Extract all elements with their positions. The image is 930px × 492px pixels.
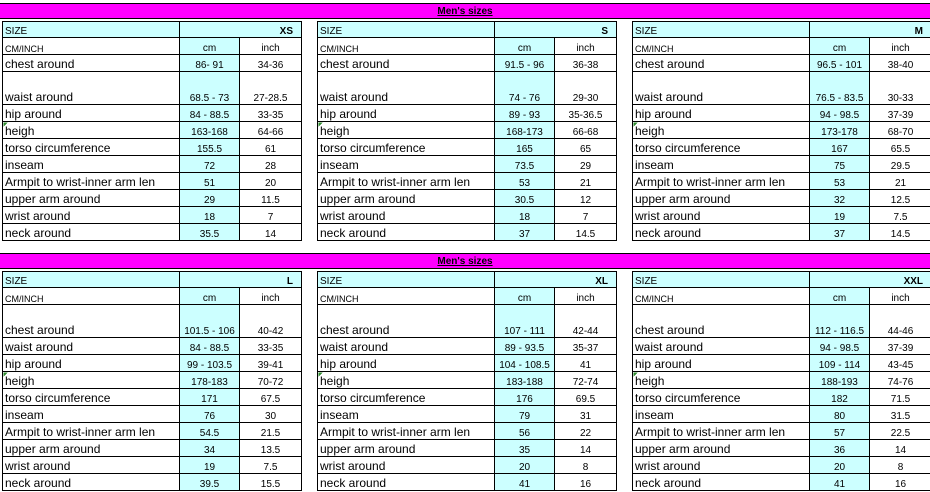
- inch-value: 68-70: [870, 122, 930, 139]
- table-row: [633, 72, 930, 105]
- measurement-label: torso circumference: [633, 389, 810, 406]
- inch-value: 12.5: [870, 190, 930, 207]
- cm-value: 182: [810, 389, 870, 406]
- table-row: [3, 338, 302, 355]
- size-table: [632, 21, 930, 241]
- table-row: [318, 139, 617, 156]
- table-row: [3, 207, 302, 224]
- cm-value: 84 - 88.5: [180, 338, 240, 355]
- inch-value: 35-37: [555, 338, 617, 355]
- cm-column-header: cm: [180, 288, 240, 305]
- measurement-label: waist around: [633, 338, 810, 355]
- header-row: [318, 272, 617, 288]
- table-row: [3, 173, 302, 190]
- cm-value: 165: [495, 139, 555, 156]
- size-header-label: SIZE: [3, 272, 180, 288]
- table-row: [318, 389, 617, 406]
- measurement-label: hip around: [3, 355, 180, 372]
- inch-column-header: inch: [240, 38, 302, 55]
- cm-value: 104 - 108.5: [495, 355, 555, 372]
- measurement-label: chest around: [318, 55, 495, 72]
- cm-value: 20: [810, 457, 870, 474]
- size-header-label: SIZE: [318, 22, 495, 38]
- table-row: [318, 156, 617, 173]
- unit-row: [3, 288, 302, 305]
- cm-value: 178-183: [180, 372, 240, 389]
- cm-value: 75: [810, 156, 870, 173]
- table-row: [318, 173, 617, 190]
- inch-value: 74-76: [870, 372, 930, 389]
- inch-value: 16: [555, 474, 617, 491]
- measurement-label: Armpit to wrist-inner arm len: [633, 423, 810, 440]
- measurement-label: inseam: [318, 406, 495, 423]
- size-header-label: SIZE: [633, 22, 810, 38]
- inch-value: 65.5: [870, 139, 930, 156]
- measurement-label: Armpit to wrist-inner arm len: [633, 173, 810, 190]
- table-row: [633, 406, 930, 423]
- inch-value: 66-68: [555, 122, 617, 139]
- header-row: [318, 22, 617, 38]
- table-row: [3, 139, 302, 156]
- cm-value: 94 - 98.5: [810, 105, 870, 122]
- measurement-label: inseam: [318, 156, 495, 173]
- table-row: [3, 355, 302, 372]
- inch-value: 30: [240, 406, 302, 423]
- inch-value: 35-36.5: [555, 105, 617, 122]
- measurement-label: neck around: [633, 224, 810, 241]
- header-row: [633, 22, 930, 38]
- measurement-label: heigh: [633, 122, 810, 139]
- measurement-label: wrist around: [318, 457, 495, 474]
- cm-value: 72: [180, 156, 240, 173]
- measurement-label: Armpit to wrist-inner arm len: [3, 173, 180, 190]
- measurement-label: waist around: [318, 72, 495, 105]
- size-name: XS: [180, 22, 302, 38]
- inch-value: 7.5: [870, 207, 930, 224]
- inch-value: 40-42: [240, 305, 302, 338]
- size-tables-row: [0, 19, 930, 240]
- table-row: [633, 122, 930, 139]
- measurement-label: inseam: [3, 156, 180, 173]
- measurement-label: hip around: [318, 105, 495, 122]
- inch-value: 41: [555, 355, 617, 372]
- cm-value: 79: [495, 406, 555, 423]
- measurement-label: upper arm around: [633, 440, 810, 457]
- cm-value: 53: [810, 173, 870, 190]
- inch-value: 37-39: [870, 105, 930, 122]
- inch-column-header: inch: [555, 288, 617, 305]
- section-title-banner: Men's sizes: [0, 253, 930, 269]
- table-row: [633, 305, 930, 338]
- measurement-label: neck around: [318, 474, 495, 491]
- cm-value: 35.5: [180, 224, 240, 241]
- table-row: [3, 457, 302, 474]
- table-row: [633, 389, 930, 406]
- inch-value: 7: [240, 207, 302, 224]
- header-row: [3, 22, 302, 38]
- measurement-label: waist around: [3, 72, 180, 105]
- inch-value: 29: [555, 156, 617, 173]
- cm-value: 39.5: [180, 474, 240, 491]
- table-row: [633, 457, 930, 474]
- inch-value: 61: [240, 139, 302, 156]
- cm-column-header: cm: [810, 38, 870, 55]
- table-row: [633, 474, 930, 491]
- cm-value: 168-173: [495, 122, 555, 139]
- measurement-label: Armpit to wrist-inner arm len: [3, 423, 180, 440]
- measurement-label: hip around: [318, 355, 495, 372]
- table-row: [633, 207, 930, 224]
- table-row: [633, 156, 930, 173]
- inch-value: 21.5: [240, 423, 302, 440]
- cm-value: 96.5 - 101: [810, 55, 870, 72]
- table-row: [318, 190, 617, 207]
- cm-value: 35: [495, 440, 555, 457]
- measurement-label: neck around: [633, 474, 810, 491]
- inch-value: 8: [555, 457, 617, 474]
- size-name: XL: [495, 272, 617, 288]
- inch-value: 30-33: [870, 72, 930, 105]
- inch-value: 7.5: [240, 457, 302, 474]
- cm-value: 36: [810, 440, 870, 457]
- cm-value: 51: [180, 173, 240, 190]
- inch-value: 11.5: [240, 190, 302, 207]
- table-row: [318, 207, 617, 224]
- measurement-label: upper arm around: [318, 440, 495, 457]
- inch-value: 14: [240, 224, 302, 241]
- inch-value: 64-66: [240, 122, 302, 139]
- table-row: [318, 224, 617, 241]
- measurement-label: chest around: [633, 55, 810, 72]
- inch-value: 36-38: [555, 55, 617, 72]
- unit-label: CM/INCH: [318, 38, 495, 55]
- unit-label: CM/INCH: [633, 38, 810, 55]
- table-row: [633, 355, 930, 372]
- inch-value: 21: [870, 173, 930, 190]
- cm-value: 54.5: [180, 423, 240, 440]
- inch-value: 31.5: [870, 406, 930, 423]
- table-row: [3, 372, 302, 389]
- cm-column-header: cm: [495, 38, 555, 55]
- size-header-label: SIZE: [633, 272, 810, 288]
- inch-value: 42-44: [555, 305, 617, 338]
- inch-value: 14.5: [870, 224, 930, 241]
- inch-value: 38-40: [870, 55, 930, 72]
- inch-value: 22.5: [870, 423, 930, 440]
- measurement-label: waist around: [633, 72, 810, 105]
- unit-row: [633, 288, 930, 305]
- cm-column-header: cm: [495, 288, 555, 305]
- inch-value: 43-45: [870, 355, 930, 372]
- cm-value: 30.5: [495, 190, 555, 207]
- table-row: [3, 406, 302, 423]
- table-row: [633, 338, 930, 355]
- table-row: [3, 72, 302, 105]
- inch-value: 14: [870, 440, 930, 457]
- table-row: [633, 440, 930, 457]
- cm-value: 18: [180, 207, 240, 224]
- table-row: [633, 372, 930, 389]
- cm-value: 37: [810, 224, 870, 241]
- size-table: [2, 271, 302, 491]
- table-row: [3, 55, 302, 72]
- cm-value: 91.5 - 96: [495, 55, 555, 72]
- cm-value: 37: [495, 224, 555, 241]
- size-table: [317, 21, 617, 241]
- inch-value: 71.5: [870, 389, 930, 406]
- table-row: [633, 139, 930, 156]
- table-row: [318, 105, 617, 122]
- cm-value: 41: [495, 474, 555, 491]
- inch-column-header: inch: [870, 38, 930, 55]
- inch-value: 70-72: [240, 372, 302, 389]
- unit-row: [318, 38, 617, 55]
- size-table: [317, 271, 617, 491]
- measurement-label: heigh: [318, 122, 495, 139]
- table-row: [318, 474, 617, 491]
- inch-value: 39-41: [240, 355, 302, 372]
- inch-column-header: inch: [240, 288, 302, 305]
- inch-value: 31: [555, 406, 617, 423]
- measurement-label: chest around: [3, 305, 180, 338]
- inch-value: 27-28.5: [240, 72, 302, 105]
- measurement-label: upper arm around: [3, 190, 180, 207]
- measurement-label: neck around: [3, 474, 180, 491]
- size-header-label: SIZE: [3, 22, 180, 38]
- cm-value: 171: [180, 389, 240, 406]
- inch-value: 33-35: [240, 105, 302, 122]
- measurement-label: inseam: [3, 406, 180, 423]
- table-row: [318, 372, 617, 389]
- measurement-label: neck around: [318, 224, 495, 241]
- cm-value: 173-178: [810, 122, 870, 139]
- measurement-label: torso circumference: [3, 139, 180, 156]
- inch-value: 8: [870, 457, 930, 474]
- cm-value: 29: [180, 190, 240, 207]
- measurement-label: upper arm around: [3, 440, 180, 457]
- table-row: [633, 224, 930, 241]
- inch-value: 28: [240, 156, 302, 173]
- inch-value: 34-36: [240, 55, 302, 72]
- size-name: S: [495, 22, 617, 38]
- section-title-banner: Men's sizes: [0, 3, 930, 19]
- size-section: [0, 253, 930, 490]
- inch-column-header: inch: [870, 288, 930, 305]
- cm-value: 73.5: [495, 156, 555, 173]
- size-table: [2, 21, 302, 241]
- cm-value: 112 - 116.5: [810, 305, 870, 338]
- cm-value: 18: [495, 207, 555, 224]
- table-row: [318, 440, 617, 457]
- measurement-label: wrist around: [633, 207, 810, 224]
- measurement-label: heigh: [633, 372, 810, 389]
- table-row: [318, 423, 617, 440]
- inch-value: 20: [240, 173, 302, 190]
- table-row: [3, 105, 302, 122]
- cm-value: 89 - 93: [495, 105, 555, 122]
- measurement-label: upper arm around: [633, 190, 810, 207]
- cm-value: 183-188: [495, 372, 555, 389]
- size-name: M: [810, 22, 930, 38]
- measurement-label: hip around: [633, 105, 810, 122]
- table-row: [3, 423, 302, 440]
- table-row: [318, 55, 617, 72]
- inch-value: 22: [555, 423, 617, 440]
- table-row: [3, 190, 302, 207]
- cm-value: 68.5 - 73: [180, 72, 240, 105]
- unit-row: [633, 38, 930, 55]
- unit-label: CM/INCH: [633, 288, 810, 305]
- unit-label: CM/INCH: [3, 288, 180, 305]
- measurement-label: neck around: [3, 224, 180, 241]
- cm-value: 34: [180, 440, 240, 457]
- table-row: [3, 389, 302, 406]
- measurement-label: torso circumference: [3, 389, 180, 406]
- measurement-label: wrist around: [633, 457, 810, 474]
- cm-value: 101.5 - 106: [180, 305, 240, 338]
- inch-value: 72-74: [555, 372, 617, 389]
- measurement-label: Armpit to wrist-inner arm len: [318, 173, 495, 190]
- cm-value: 19: [180, 457, 240, 474]
- table-row: [318, 122, 617, 139]
- table-row: [318, 72, 617, 105]
- inch-value: 15.5: [240, 474, 302, 491]
- cm-value: 109 - 114: [810, 355, 870, 372]
- measurement-label: wrist around: [318, 207, 495, 224]
- measurement-label: hip around: [633, 355, 810, 372]
- measurement-label: waist around: [3, 338, 180, 355]
- table-row: [3, 474, 302, 491]
- measurement-label: heigh: [318, 372, 495, 389]
- table-row: [3, 224, 302, 241]
- table-row: [3, 122, 302, 139]
- cm-value: 155.5: [180, 139, 240, 156]
- cm-value: 56: [495, 423, 555, 440]
- cm-value: 32: [810, 190, 870, 207]
- measurement-label: chest around: [318, 305, 495, 338]
- cm-value: 20: [495, 457, 555, 474]
- cm-value: 57: [810, 423, 870, 440]
- measurement-label: heigh: [3, 122, 180, 139]
- cm-value: 80: [810, 406, 870, 423]
- table-row: [633, 423, 930, 440]
- measurement-label: wrist around: [3, 207, 180, 224]
- cm-value: 99 - 103.5: [180, 355, 240, 372]
- measurement-label: torso circumference: [318, 139, 495, 156]
- cm-value: 84 - 88.5: [180, 105, 240, 122]
- inch-value: 21: [555, 173, 617, 190]
- cm-value: 176: [495, 389, 555, 406]
- unit-label: CM/INCH: [3, 38, 180, 55]
- table-row: [633, 173, 930, 190]
- table-row: [633, 190, 930, 207]
- inch-value: 29.5: [870, 156, 930, 173]
- measurement-label: torso circumference: [318, 389, 495, 406]
- inch-value: 37-39: [870, 338, 930, 355]
- cm-value: 41: [810, 474, 870, 491]
- table-row: [3, 156, 302, 173]
- cm-value: 163-168: [180, 122, 240, 139]
- measurement-label: Armpit to wrist-inner arm len: [318, 423, 495, 440]
- cm-column-header: cm: [180, 38, 240, 55]
- measurement-label: torso circumference: [633, 139, 810, 156]
- cm-value: 167: [810, 139, 870, 156]
- cm-column-header: cm: [810, 288, 870, 305]
- table-row: [3, 440, 302, 457]
- size-section: [0, 3, 930, 240]
- measurement-label: waist around: [318, 338, 495, 355]
- table-row: [318, 355, 617, 372]
- measurement-label: chest around: [633, 305, 810, 338]
- measurement-label: inseam: [633, 406, 810, 423]
- table-row: [318, 457, 617, 474]
- inch-value: 13.5: [240, 440, 302, 457]
- cm-value: 188-193: [810, 372, 870, 389]
- table-row: [318, 305, 617, 338]
- cm-value: 107 - 111: [495, 305, 555, 338]
- measurement-label: inseam: [633, 156, 810, 173]
- cm-value: 19: [810, 207, 870, 224]
- table-row: [318, 338, 617, 355]
- cm-value: 89 - 93.5: [495, 338, 555, 355]
- inch-value: 16: [870, 474, 930, 491]
- table-row: [633, 55, 930, 72]
- measurement-label: chest around: [3, 55, 180, 72]
- cm-value: 76.5 - 83.5: [810, 72, 870, 105]
- inch-column-header: inch: [555, 38, 617, 55]
- size-name: L: [180, 272, 302, 288]
- measurement-label: wrist around: [3, 457, 180, 474]
- inch-value: 44-46: [870, 305, 930, 338]
- cm-value: 53: [495, 173, 555, 190]
- measurement-label: heigh: [3, 372, 180, 389]
- inch-value: 69.5: [555, 389, 617, 406]
- inch-value: 29-30: [555, 72, 617, 105]
- cm-value: 74 - 76: [495, 72, 555, 105]
- inch-value: 14.5: [555, 224, 617, 241]
- table-row: [318, 406, 617, 423]
- table-row: [633, 105, 930, 122]
- table-row: [3, 305, 302, 338]
- header-row: [3, 272, 302, 288]
- unit-label: CM/INCH: [318, 288, 495, 305]
- cm-value: 86- 91: [180, 55, 240, 72]
- cm-value: 76: [180, 406, 240, 423]
- inch-value: 14: [555, 440, 617, 457]
- inch-value: 7: [555, 207, 617, 224]
- size-name: XXL: [810, 272, 930, 288]
- size-table: [632, 271, 930, 491]
- inch-value: 67.5: [240, 389, 302, 406]
- inch-value: 65: [555, 139, 617, 156]
- inch-value: 33-35: [240, 338, 302, 355]
- inch-value: 12: [555, 190, 617, 207]
- measurement-label: hip around: [3, 105, 180, 122]
- size-tables-row: [0, 269, 930, 490]
- unit-row: [3, 38, 302, 55]
- cm-value: 94 - 98.5: [810, 338, 870, 355]
- size-header-label: SIZE: [318, 272, 495, 288]
- unit-row: [318, 288, 617, 305]
- header-row: [633, 272, 930, 288]
- measurement-label: upper arm around: [318, 190, 495, 207]
